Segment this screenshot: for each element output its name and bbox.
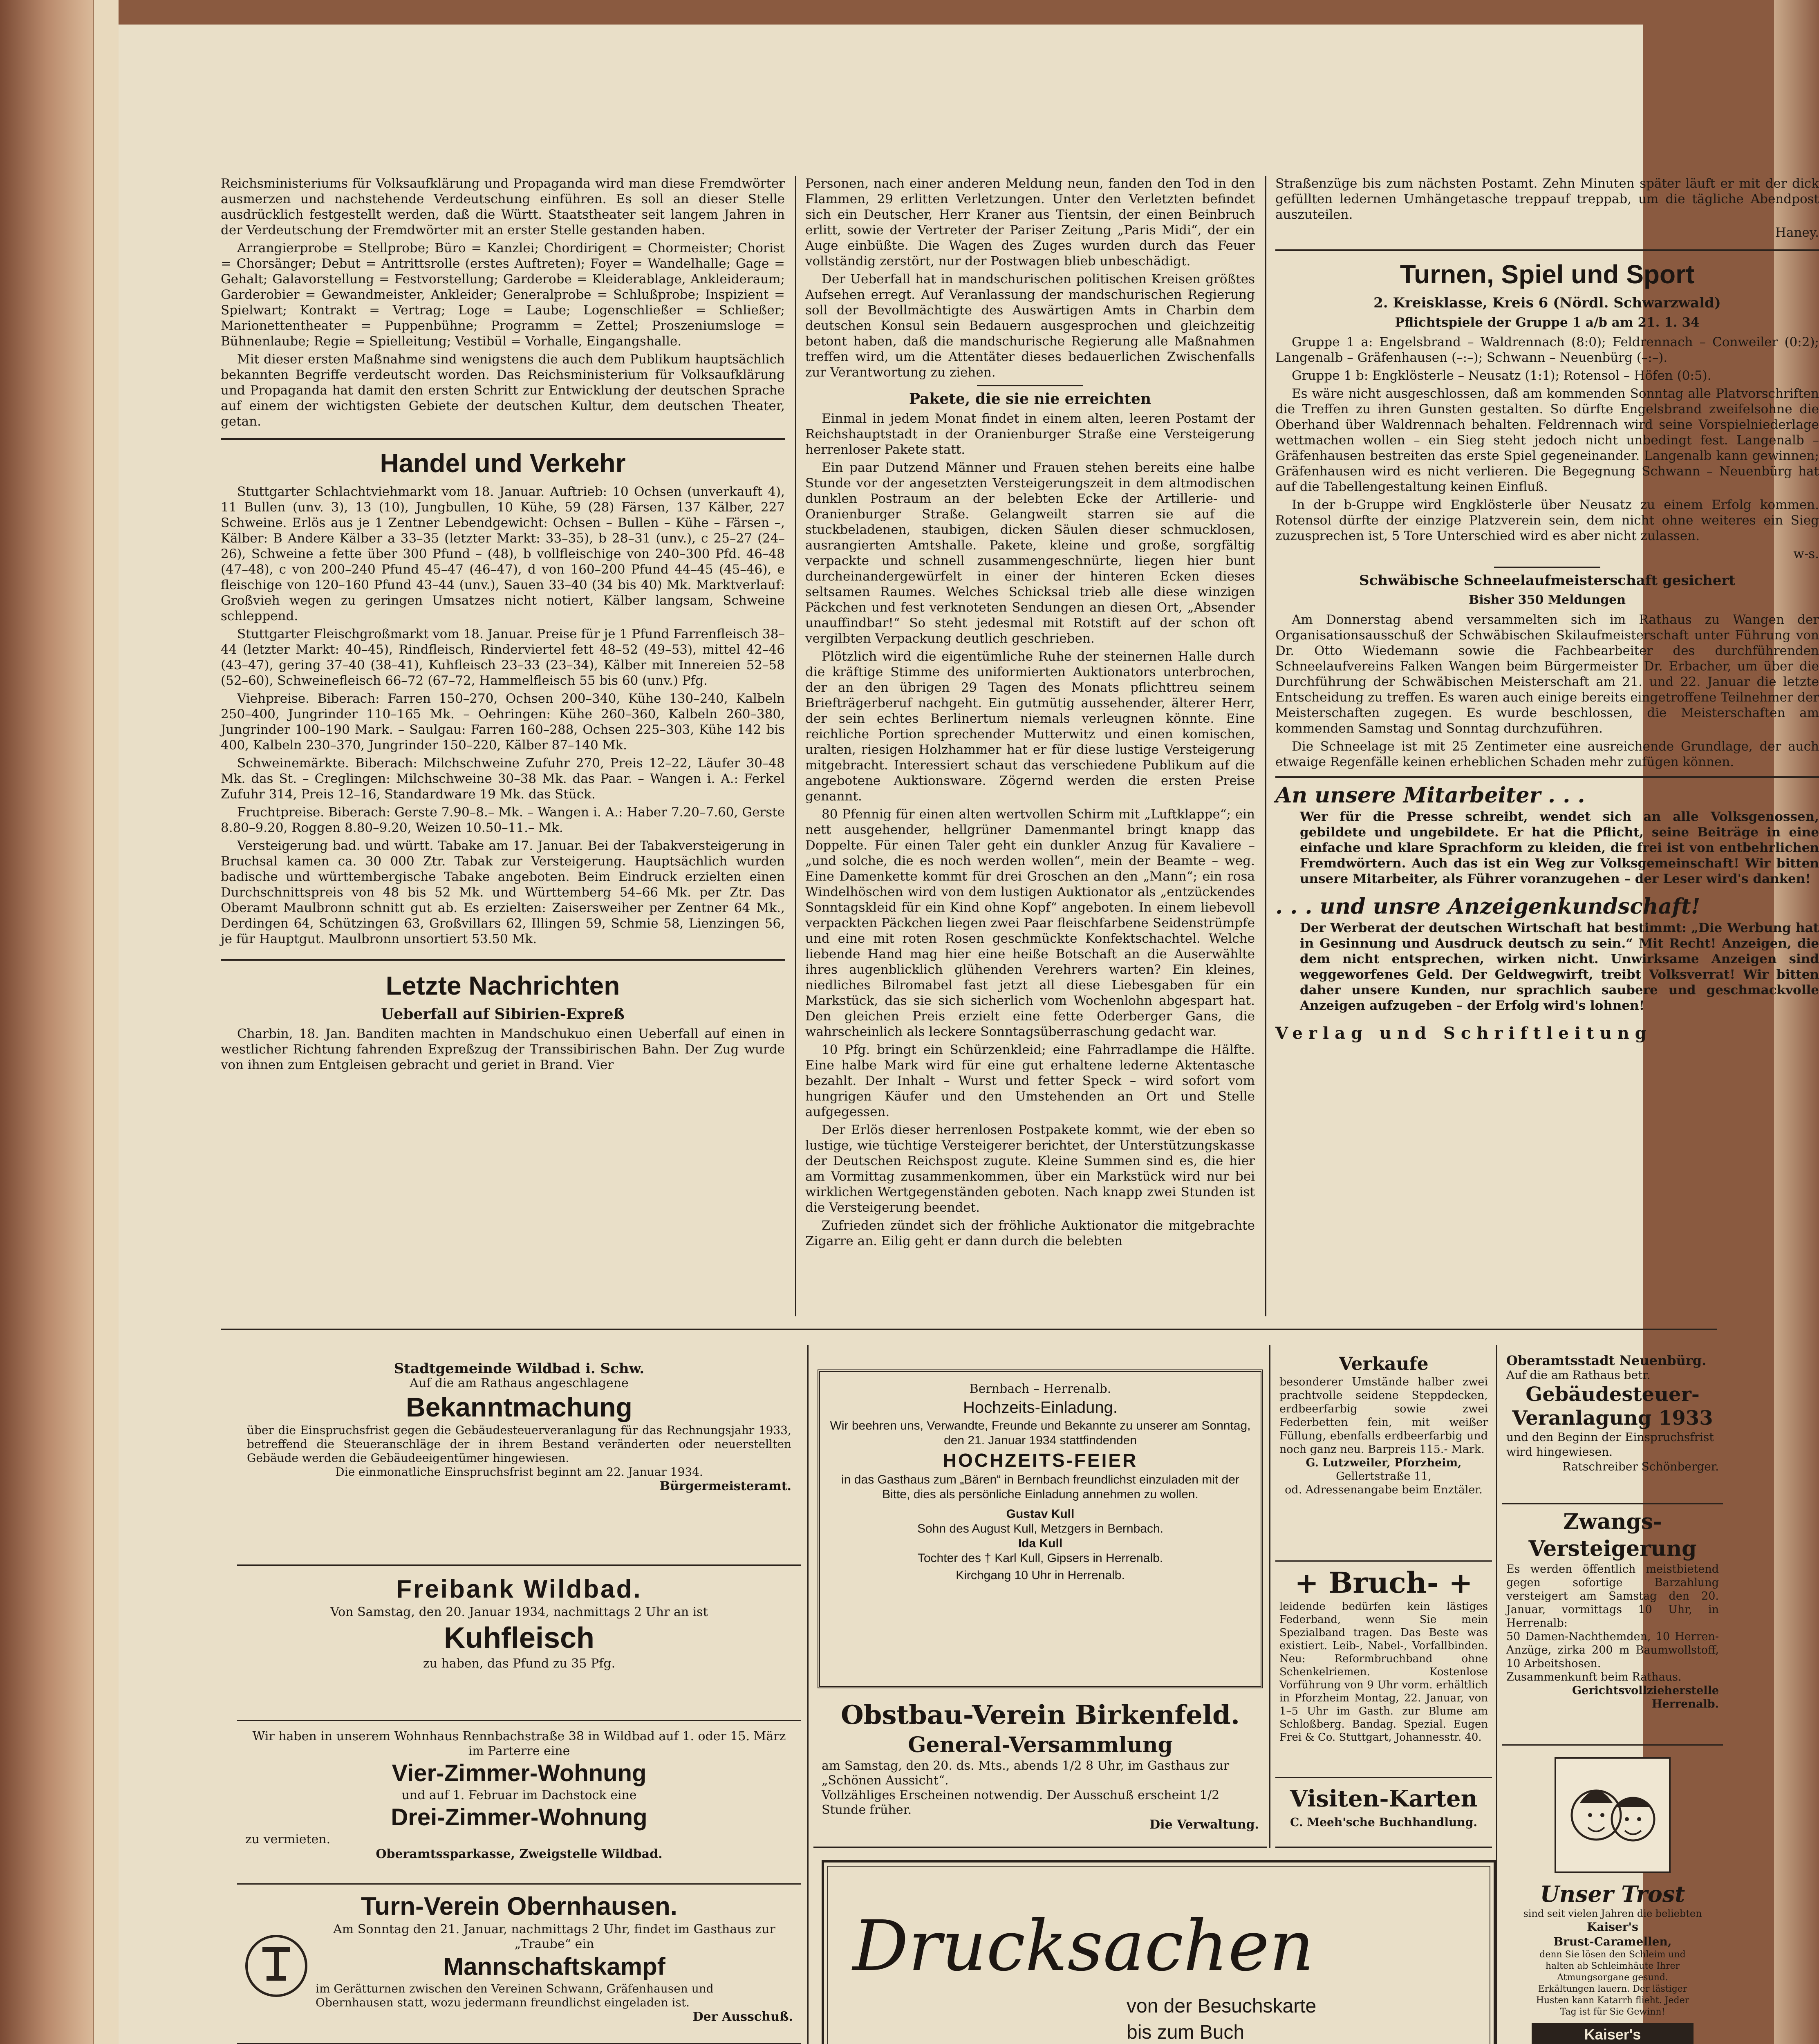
ad-obneuen-l3: und den Beginn der Einspruchsfrist wird hingewiesen. (1506, 1430, 1714, 1459)
ad-rule-1 (807, 1345, 809, 2044)
ad-rule-2 (1269, 1345, 1270, 1848)
signature-haney: Haney. (1775, 225, 1819, 240)
ad-verkaufe-sign3: od. Adressenangabe beim Enztäler. (1285, 1484, 1483, 1496)
pakete-p3: Plötzlich wird die eigentümliche Ruhe der steinernen Halle durch die kräftige Stimme des uniformierten Auktionators unterbrochen, der an den übrigen 29 Tagen des Monats pflichttreu seinem Briefträgerberuf nachgeht. Ein gutmütig aussehender, älterer Herr, der sein echtes Berlinertum niemals verleugnen könnte. Eine reichliche Portion sprechender Mutterwitz und einen komischen, uralten, riesigen Holzhammer hat er für diese lustige Versteigerung mitgebracht. Interessiert schaut das verschiedene Publikum auf die angebotene Auktionsware. Zögernd werden die ersten Preise genannt. (805, 649, 1255, 804)
ad-wildbad-text: über die Einspruchsfrist gegen die Gebäudesteuerveranlagung für das Rechnungsjahr 1933, betreffend die Steueranschläge der in ihrem Bestand veränderten oder neuerstellten Gebäude werden die Gebäudeeigentümer hingewiesen. (247, 1423, 791, 1465)
ueberfall-p1: Personen, nach einer anderen Meldung neun, fanden den Tod in den Flammen, 29 erlitten Verletzungen. Unter den Verletzten befindet sich ein Deutscher, Herr Kraner aus Tientsin, der einen Beinbruch erlitt, sowie der Vertreter der Pariser Zeitung „Paris Midi“, der ein Auge einbüßte. Die Wagen des Zuges wurden durch das Feuer vollständig zerstört, nur der Postwagen blieb unbeschädigt. (805, 176, 1255, 269)
ad-hochzeit-n2b: Tochter des † Karl Kull, Gipsers in Herrenalb. (917, 1551, 1163, 1565)
pakete-p7: Zufrieden zündet sich der fröhliche Auktionator die mitgebrachte Zigarre an. Eilig geht er dann durch die belebten (805, 1218, 1255, 1248)
ad-hochzeit-n1: Gustav Kull (1006, 1507, 1075, 1521)
ad-hochzeit-text: Wir beehren uns, Verwandte, Freunde und Bekannte zu unserer am Sonntag, den 21. Januar 1934 stattfindenden (830, 1419, 1251, 1447)
handel-schweine: Schweinemärkte. Biberach: Milchschweine Zufuhr 270, Preis 12–22, Läufer 30–48 Mk. das St. – Creglingen: Milchschweine 30–38 Mk. das Paar. – Wangen i. A.: Ferkel Zufuhr 314, Preis 12–16, Standardware 19 Mk. das Stück. (221, 756, 785, 802)
ad-wildbad-text2: Die einmonatliche Einspruchsfrist beginnt am 22. Januar 1934. (335, 1465, 703, 1479)
ad-obneuen-big: Gebäudesteuer-Veranlagung 1933 (1512, 1383, 1713, 1430)
ad-obneuen-l2: Auf die am Rathaus betr. (1506, 1368, 1651, 1382)
column-1 (221, 176, 785, 1320)
ad-oberamtsstadt (1502, 1349, 1723, 1504)
ad-turnverein-big: Mannschaftskampf (443, 1953, 665, 1980)
ad-obstbau-l1: am Samstag, den 20. ds. Mts., abends 1/2 8 Uhr, im Gasthaus zur „Schönen Aussicht“. (822, 1759, 1230, 1788)
ad-visiten-title: Visiten-Karten (1290, 1785, 1478, 1812)
ad-zwangs-text2: 50 Damen-Nachthemden, 10 Herren-Anzüge, zirka 200 m Baumwollstoff, 10 Arbeitshosen. (1506, 1630, 1719, 1670)
ad-zwangs-sign: Gerichtsvollzieherstelle (1572, 1684, 1719, 1697)
column-rule-2 (1265, 176, 1266, 1316)
article-fremdwoerter-p3: Mit dieser ersten Maßnahme sind wenigstens die auch dem Publikum hauptsächlich bekannten Begriffe verdeutscht worden. Das Reichsministerium für Volksaufklärung und Propaganda hat damit den ersten Schritt zur Entwicklung der deutschen Sprache auf einem der wichtigsten Gebiete der deutschen Kultur, dem deutschen Theater, getan. (221, 352, 785, 429)
kundschaft-text: Der Werberat der deutschen Wirtschaft hat bestimmt: „Die Werbung hat in Gesinnung und Ausdruck deutsch zu sein.“ Mit Recht! Anzeigen, die dem nicht entsprechen, wirken nicht. Unwirksame Anzeigen sind weggeworfenes Geld. Der Geldwegwirft, treibt Volksverrat! Wir bitten daher unsere Kunden, nur sprachlich saubere und geschmackvolle Anzeigen aufzugeben – der Erfolg wird's lohnen! (1300, 921, 1819, 1013)
ad-hochzeit-n2: Ida Kull (1018, 1537, 1063, 1550)
handel-tabak: Versteigerung bad. und württ. Tabake am 17. Januar. Bei der Tabakversteigerung in Bruchsal kamen ca. 30 000 Ztr. Tabak zur Versteigerung. Hauptsächlich wurden badische und württembergische Tabake angeboten. Beim Eindruck erzielten einen Durchschnittspreis von 48 bis 52 Mk. und Württemberg 54–66 Mk. per Ztr. Das Oberamt Maulbronn schnitt gut ab. Es erzielten: Zaisersweiher per Zentner 64 Mk., Derdingen 64, Schützingen 63, Großvillars 62, Illingen 59, Schmie 58, Lienzingen 56, je für Hauptgut. Maulbronn unsortiert 53.50 Mk. (221, 838, 785, 946)
ad-hochzeit (818, 1369, 1263, 1688)
ad-obstbau-l2: Vollzähliges Erscheinen notwendig. Der Ausschuß erscheint 1/2 Stunde früher. (822, 1788, 1220, 1817)
kundschaft-title: . . . und unsre Anzeigenkundschaft! (1275, 894, 1700, 919)
post-end: Straßenzüge bis zum nächsten Postamt. Zehn Minuten später läuft er mit der dick gefüllten ledernen Umhängetasche treppauf treppab, um die tägliche Abendpost auszuteilen. (1275, 176, 1819, 222)
ad-wohnung-l3: zu vermieten. (245, 1832, 331, 1847)
ad-obneuen-l1: Oberamtsstadt Neuenbürg. (1506, 1353, 1707, 1368)
section-title-handel: Handel und Verkehr (221, 438, 785, 478)
ad-wohnung (237, 1721, 801, 1885)
ad-kaiser-l2: Kaiser's (1587, 1920, 1638, 1934)
ad-hochzeit-text2: in das Gasthaus zum „Bären“ in Bernbach freundlichst einzuladen mit der Bitte, dies als persönliche Einladung annehmen zu wollen. (841, 1473, 1239, 1501)
verlag-signature: Verlag und Schriftleitung (1275, 1024, 1652, 1043)
ad-freibank-l1: Von Samstag, den 20. Januar 1934, nachmittags 2 Uhr an ist (330, 1605, 708, 1619)
sport-subtitle: 2. Kreisklasse, Kreis 6 (Nördl. Schwarzwald) (1373, 295, 1721, 311)
ad-kaiser-trost: Unser Trost (1540, 1881, 1685, 1907)
ad-rule-3 (1496, 1345, 1497, 2044)
ad-freibank-big: Kuhfleisch (444, 1622, 595, 1654)
article-fremdwoerter-p1: Reichsministeriums für Volksaufklärung und Propaganda wird man diese Fremdwörter ausmerzen und nachstehende Verdeutschung einführen. Es soll an dieser Stelle ausdrücklich festgestellt werden, daß die Württ. Staatstheater seit langem Jahren in der Verdeutschung der Fremdwörter mit an erster Stelle gestanden haben. (221, 176, 785, 238)
ad-druck-l2: bis zum Buch (1127, 2022, 1245, 2043)
ad-visitenkarten (1275, 1778, 1492, 1848)
ad-hochzeit-title: Hochzeits-Einladung. (963, 1399, 1118, 1416)
sport-p4: In der b-Gruppe wird Engklösterle über Neusatz zu einem Erfolg kommen. Rotensol dürfte der einzige Platzverein sein, dem nicht ohne weiteres ein Sieg zuzusprechen ist, 5 Tore Unterschied wird es aber nicht zulassen. (1275, 498, 1819, 543)
ad-obstbau-big: General-Versammlung (908, 1732, 1173, 1757)
divider (1494, 567, 1600, 568)
ad-freibank-title: Freibank Wildbad. (396, 1575, 642, 1603)
ad-obneuen-sign: Ratschreiber Schönberger. (1562, 1460, 1719, 1473)
ad-kaiser (1502, 1746, 1723, 2044)
pakete-title: Pakete, die sie nie erreichten (909, 390, 1151, 408)
ad-zwangs-sign2: Herrenalb. (1652, 1698, 1719, 1710)
ad-zwangsversteigerung (1502, 1504, 1723, 1746)
column-3 (1275, 176, 1819, 1320)
divider (977, 385, 1083, 386)
ad-verkaufe-text: besonderer Umstände halber zwei prachtvolle seidene Steppdecken, erdbeerfarbig sowie zwei Federbetten fein, mit weißer Füllung, ebenfalls erdbeerfarbig und noch ganz neu. Barpreis 115.- Mark. (1279, 1376, 1488, 1456)
handel-fleisch: Stuttgarter Fleischgroßmarkt vom 18. Januar. Preise für je 1 Pfund Farrenfleisch 38–44 (letzter Markt: 40–45), Rindfleisch, Rinderviertel fett 48–52 (49–53), mittel 42–46 (43–47), gering 37–40 (38–41), Kuhfleisch 23–33 (23–34), Kälber mit Innereien 52–58 (52–60), Schweinefleisch 66–72 (67–72, Hammelfleisch 55 bis 60 (unv.) Pfg. (221, 627, 785, 688)
article-fremdwoerter-p2: Arrangierprobe = Stellprobe; Büro = Kanzlei; Chordirigent = Chormeister; Chorist = Chorsänger; Debut = Antrittsrolle (erstes Auftreten); Foyer = Wandelhalle; Gage = Gehalt; Galavorstellung = Festvorstellung; Garderobe = Kleiderablage, Ankleideraum; Garderobier = Gewandmeister, Ankleider; Generalprobe = Schlußprobe; Inspizient = Spielwart; Kontrakt = Vertrag; Loge = Laube; Logenschließer = Schließer; Marionettentheater = Puppenbühne; Programm = Zettel; Proszeniumsloge = Bühnenlaube; Regie = Spielleitung; Vestibül = Vorhalle, Eingangshalle. (221, 241, 785, 349)
ad-druck-big: Drucksachen (853, 1906, 1314, 1987)
handel-vieh: Viehpreise. Biberach: Farren 150–270, Ochsen 200–340, Kühe 130–240, Kalbeln 250–400, Jungrinder 110–165 Mk. – Oehringen: Kühe 260–360, Kalbeln 260–380, Jungrinder 100–190 Mark. – Saulgau: Farren 160–288, Ochsen 225–303, Kühe 142 bis 400, Kalbeln 230–370, Jungrinder 150–220, Kälber 87–140 Mk. (221, 691, 785, 753)
book-spine (0, 0, 119, 2044)
ad-wildbad-sign: Bürgermeisteramt. (659, 1479, 791, 1493)
pakete-p5: 10 Pfg. bringt ein Schürzenkleid; eine Fahrradlampe die Hälfte. Eine halbe Mark wird für eine gut erhaltene lederne Aktentasche bezahlt. Der Inhalt – Wurst und fetter Speck – wird sofort vom hungrigen Käufer und den Umstehenden an Ort und Stelle aufgegessen. (805, 1042, 1255, 1119)
ad-hochzeit-l1: Bernbach – Herrenalb. (969, 1382, 1111, 1396)
ad-wohnung-l2: und auf 1. Februar im Dachstock eine (401, 1788, 637, 1802)
spine-edge (93, 0, 119, 2044)
turnverein-logo (245, 1935, 307, 1997)
ad-verkaufe-title: Verkaufe (1339, 1354, 1429, 1374)
letzte-para: Charbin, 18. Jan. Banditen machten in Mandschukuo einen Ueberfall auf einen in westlicher Richtung fahrenden Expreßzug der Transsibirischen Bahn. Der Zug wurde von ihnen zum Entgleisen gebracht und geriet in Brand. Vier (221, 1026, 785, 1072)
ski-p1: Am Donnerstag abend versammelten sich im Rathaus zu Wangen der Organisationsausschuß der Schwäbischen Skilaufmeisterschaft unter Führung von Dr. Otto Wiedemann sowie die Fachbearbeiter des durchführenden Schneelaufvereins Falken Wangen beim Bürgermeister Dr. Erbacher, um über die Durchführung der Schwäbischen Meisterschaft am 21. und 22. Januar die letzte Entscheidung zu treffen. Es waren auch einige bereits eingetroffene Teilnehmer der Meisterschaften zugegen. Es wurde beschlossen, die Meisterschaften am kommenden Samstag und Sonntag durchzuführen. (1275, 612, 1819, 736)
ski-title: Schwäbische Schneelaufmeisterschaft gesichert (1359, 572, 1736, 589)
ad-obstbau-sign: Die Verwaltung. (1149, 1818, 1259, 1832)
sport-signature: w-s. (1793, 547, 1819, 561)
ad-wildbad-l1: Stadtgemeinde Wildbad i. Schw. (394, 1360, 645, 1377)
ad-wildbad-title: Bekanntmachung (406, 1392, 632, 1422)
ad-turnverein-sign: Der Ausschuß. (692, 2010, 793, 2024)
ad-kaiser-l4: denn Sie lösen den Schleim und halten ab Schleimhäute Ihrer Atmungsorgane gesund. Erkältungen lauern. Der lästiger Husten kann Katarrh flieht. Jeder Tag ist für Sie Gewinn! (1536, 1950, 1689, 2017)
ad-obstbau-title: Obstbau-Verein Birkenfeld. (840, 1700, 1240, 1730)
ad-bruch-text: leidende bedürfen kein lästiges Federband, wenn Sie mein Spezialband tragen. Das Beste was existiert. Leib-, Nabel-, Vorfallbinden. Neu: Reformbruchband ohne Schenkelriemen. Kostenlose Vorführung von 9 Uhr vorm. erhältlich in Pforzheim Montag, 22. Januar, von 1–5 Uhr im Gasth. zur Blume am Schloßberg. Bandag. Spezial. Eugen Frei & Co. Stuttgart, Johannesstr. 40. (1279, 1600, 1488, 1744)
ad-kaiser-l1: sind seit vielen Jahren die beliebten (1523, 1908, 1702, 1919)
ski-p2: Die Schneelage ist mit 25 Zentimeter eine ausreichende Grundlage, der auch etwaige Regenfälle keinen erheblichen Schaden mehr zufügen können. (1275, 739, 1819, 769)
pakete-p2: Ein paar Dutzend Männer und Frauen stehen bereits eine halbe Stunde vor der angesetzten Versteigerungszeit in dem altmodischen dunklen Postraum an der belebten Ecke der Artillerie- und Oranienburger Straße. Gelangweilt starren sie auf die stuckbeladenen, staubigen, dicken Säulen dieser schmucklosen, ausrangierten Amtshalle. Pakete, kleine und große, sorgfältig verpackte und schnell zusammengeschnürte, liegen hier bunt durcheinandergewürfelt in einer der hinteren Ecken dieses seltsamen Raumes. Welches Schicksal trieb alle diese winzigen Päckchen und fest verknoteten Sendungen an diesen Ort, „Absender unauffindbar!“ So steht jedesmal mit Rotstift auf der schon oft vergilbten Verpackung deutlich geschrieben. (805, 460, 1255, 646)
ski-subtitle: Bisher 350 Meldungen (1468, 593, 1626, 607)
ad-turnverein-title: Turn-Verein Obernhausen. (361, 1892, 677, 1921)
handel-frucht: Fruchtpreise. Biberach: Gerste 7.90–8.– Mk. – Wangen i. A.: Haber 7.20–7.60, Gerste 8.80–9.20, Roggen 8.80–9.20, Weizen 10.50–11.– Mk. (221, 805, 785, 835)
ueberfall-p2: Der Ueberfall hat in mandschurischen politischen Kreisen größtes Aufsehen erregt. Auf Veranlassung der mandschurischen Regierung soll der Bevollmächtigte des Auswärtigen Amts in Charbin dem deutschen Konsul sein Bedauern ausgesprochen und gleichzeitig betont haben, daß die mandschurische Regierung alle Maßnahmen treffen wird, um die Attentäter dieses bedauerlichen Zwischenfalls zur Verantwortung zu ziehen. (805, 272, 1255, 380)
ad-turnverein-l1: Am Sonntag den 21. Januar, nachmittags 2 Uhr, findet im Gasthaus zur „Traube“ ein (333, 1922, 775, 1951)
ad-wildbad-bekanntmachung (237, 1353, 801, 1566)
ad-freibank-l2: zu haben, das Pfund zu 35 Pfg. (423, 1656, 616, 1671)
ad-freibank (237, 1566, 801, 1721)
ad-verkaufe-sign: G. Lutzweiler, Pforzheim, (1306, 1457, 1462, 1469)
kaiser-logo-box (1532, 2023, 1694, 2044)
section-title-letzte: Letzte Nachrichten (221, 959, 785, 1001)
ad-hochzeit-n1b: Sohn des August Kull, Metzgers in Bernbach. (917, 1522, 1164, 1535)
ad-turnverein-l2: im Gerätturnen zwischen den Vereinen Schwann, Gräfenhausen und Obernhausen statt, wozu jedermann freundlichst eingeladen ist. (316, 1982, 714, 2009)
ad-bruch (1275, 1562, 1492, 1778)
ad-druck-l1: von der Besuchskarte (1127, 1995, 1317, 2017)
ad-bruch-title: + Bruch- + (1295, 1566, 1473, 1600)
sport-p2: Gruppe 1 b: Engklösterle – Neusatz (1:1); Rotensol – Höfen (0:5). (1292, 368, 1711, 383)
sport-subtitle-2: Pflichtspiele der Gruppe 1 a/b am 21. 1. 34 (1395, 315, 1700, 330)
column-rule-1 (795, 176, 796, 1316)
ad-hochzeit-kirch: Kirchgang 10 Uhr in Herrenalb. (956, 1569, 1125, 1582)
ad-hochzeit-big: HOCHZEITS-FEIER (943, 1450, 1138, 1471)
ad-wildbad-l2: Auf die am Rathaus angeschlagene (410, 1376, 629, 1390)
pakete-p6: Der Erlös dieser herrenlosen Postpakete kommt, wie der eben so lustige, wie tüchtige Versteigerer berichtet, der Unterstützungskasse der Deutschen Reichspost zugute. Kleine Summen sind es, die hier am Vormittag zusammenkommen, über ein Markstück wird nur bei wirklichen Wertgegenständen geboten. Nach knapp zwei Stunden ist die Versteigerung beendet. (805, 1123, 1255, 1215)
ad-zwangs-text: Es werden öffentlich meistbietend gegen sofortige Barzahlung versteigert am Samstag den 20. Januar, vormittags 10 Uhr, in Herrenalb: (1506, 1563, 1719, 1629)
ad-obstbau (813, 1692, 1267, 1848)
column-2 (805, 176, 1255, 1320)
ad-turnverein (237, 1885, 801, 2044)
ad-verkaufe-sign2: Gellertstraße 11, (1336, 1470, 1431, 1483)
ad-wohnung-big1: Vier-Zimmer-Wohnung (392, 1760, 647, 1786)
ad-zwangs-title: Zwangs-Versteigerung (1528, 1509, 1697, 1561)
mitarbeiter-title: An unsere Mitarbeiter . . . (1275, 783, 1585, 808)
handel-schlachtvieh: Stuttgarter Schlachtviehmarkt vom 18. Januar. Auftrieb: 10 Ochsen (unverkauft 4), 11 Bullen (unv. 3), 13 (10), Jungbullen, 10 Kühe, 59 (28) Färsen, 137 Kälber, 227 Schweine. Erlös aus je 1 Zentner Lebendgewicht: Ochsen – Bullen – Kühe – Färsen –, Kälber: B Andere Kälber a 33–35 (letzter Markt: 33–35), b 28–31 (unv.), c 25–27 (24–26), Schweine a fette über 300 Pfund – (48), b vollfleischige von 240–300 Pfd. 46–48 (47–48), c von 200–240 Pfund 45–47 (46–47), d von 160–200 Pfund 44–45 (45–46), e fleischige von 120–160 Pfund 43–44 (unv.), Sauen 33–40 (34 bis 40) Mk. Marktverlauf: Großvieh wegen zu geringen Umsatzes nicht notiert, Kälber langsam, Schweine schleppend. (221, 484, 785, 623)
ad-wohnung-sign: Oberamtssparkasse, Zweigstelle Wildbad. (376, 1847, 663, 1861)
sport-p1: Gruppe 1 a: Engelsbrand – Waldrennach (8:0); Feldrennach – Conweiler (0:2); Langenalb – Gräfenhausen (–:–); Schwann – Neuenbürg (–:–). (1275, 335, 1819, 365)
ad-kaiser-l3: Brust-Caramellen, (1553, 1935, 1672, 1948)
ad-visiten-sign: C. Meeh'sche Buchhandlung. (1290, 1815, 1478, 1829)
newspaper-page (119, 25, 1819, 2044)
pakete-p4: 80 Pfennig für einen alten wertvollen Schirm mit „Luftklappe“; ein nett ausgehender, hellgrüner Damenmantel bringt knapp das Doppelte. Für einen Taler geht ein dunkler Anzug für Kavaliere – „und solche, die es noch werden wollen“, mein der Beamte – weg. Eine Damenkette kommt für drei Groschen an den „Mann“; ein rosa Windelhöschen wird von dem lustigen Auktionator als „entzückendes Sonntagskleid für ein Kind ohne Kopf“ angeboten. In einem liebevoll verpackten Päckchen liegen zwei Paar fleischfarbene Seidenstrümpfe und eine mit roten Rosen geschmückte Konfektschachtel. Welche liebende Hand mag hier eine heiße Botschaft an die Auserwählte ihres augenblicklich glühenden Verehrers warten? Ein kleines, niedliches Bilromabel fast jetzt all diese Liebesgaben für ein Markstück, das sie sich sicherlich vom Wochenlohn abgespart hat. Den gleichen Preis erzielt eine fette Oderberger Gans, die wahrscheinlich als leckere Sonntagsüberraschung gedacht war. (805, 807, 1255, 1039)
ad-wohnung-big2: Drei-Zimmer-Wohnung (391, 1804, 647, 1831)
letzte-subtitle: Ueberfall auf Sibirien-Expreß (381, 1006, 625, 1023)
section-title-sport: Turnen, Spiel und Sport (1275, 249, 1819, 289)
ad-zwangs-text3: Zusammenkunft beim Rathaus. (1506, 1671, 1682, 1683)
ad-verkaufe (1275, 1349, 1492, 1562)
ad-kaiser-box1: Kaiser's (1584, 2026, 1641, 2043)
ad-section-rule (221, 1329, 1717, 1330)
sport-p3: Es wäre nicht ausgeschlossen, daß am kommenden Sonntag alle Platvorschriften die Treffen zu ihren Gunsten gestalten. So dürfte Engelsbrand zweifelsohne die Oberhand über Waldrennach behalten. Feldrennach wird seine Vorspielniederlage wettmachen wollen – ein Sieg steht jedoch nicht unbedingt fest. Langenalb – Gräfenhausen bestreiten das erste Spiel gegeneinander. Langenalb kann gewinnen; Gräfenhausen wird es nicht verlieren. Die Begegnung Schwann – Neuenbürg hat auf die Tabellengestaltung keinen Einfluß. (1275, 386, 1819, 494)
kaiser-illustration (1551, 1754, 1674, 1876)
ad-wohnung-l1: Wir haben in unserem Wohnhaus Rennbachstraße 38 in Wildbad auf 1. oder 15. März im Parterre eine (252, 1729, 786, 1758)
ad-drucksachen (822, 1860, 1496, 2044)
mitarbeiter-text: Wer für die Presse schreibt, wendet sich an alle Volksgenossen, gebildete und ungebildete. Er hat die Pflicht, seine Beiträge in eine einfache und klare Sprachform zu kleiden, die frei ist von entbehrlichen Fremdwörtern. Auch das ist ein Weg zur Volksgemeinschaft! Wir bitten unsere Mitarbeiter, als Führer voranzugehen – der Leser wird's danken! (1300, 809, 1819, 886)
pakete-p1: Einmal in jedem Monat findet in einem alten, leeren Postamt der Reichshauptstadt in der Oranienburger Straße eine Versteigerung herrenloser Pakete statt. (805, 411, 1255, 457)
